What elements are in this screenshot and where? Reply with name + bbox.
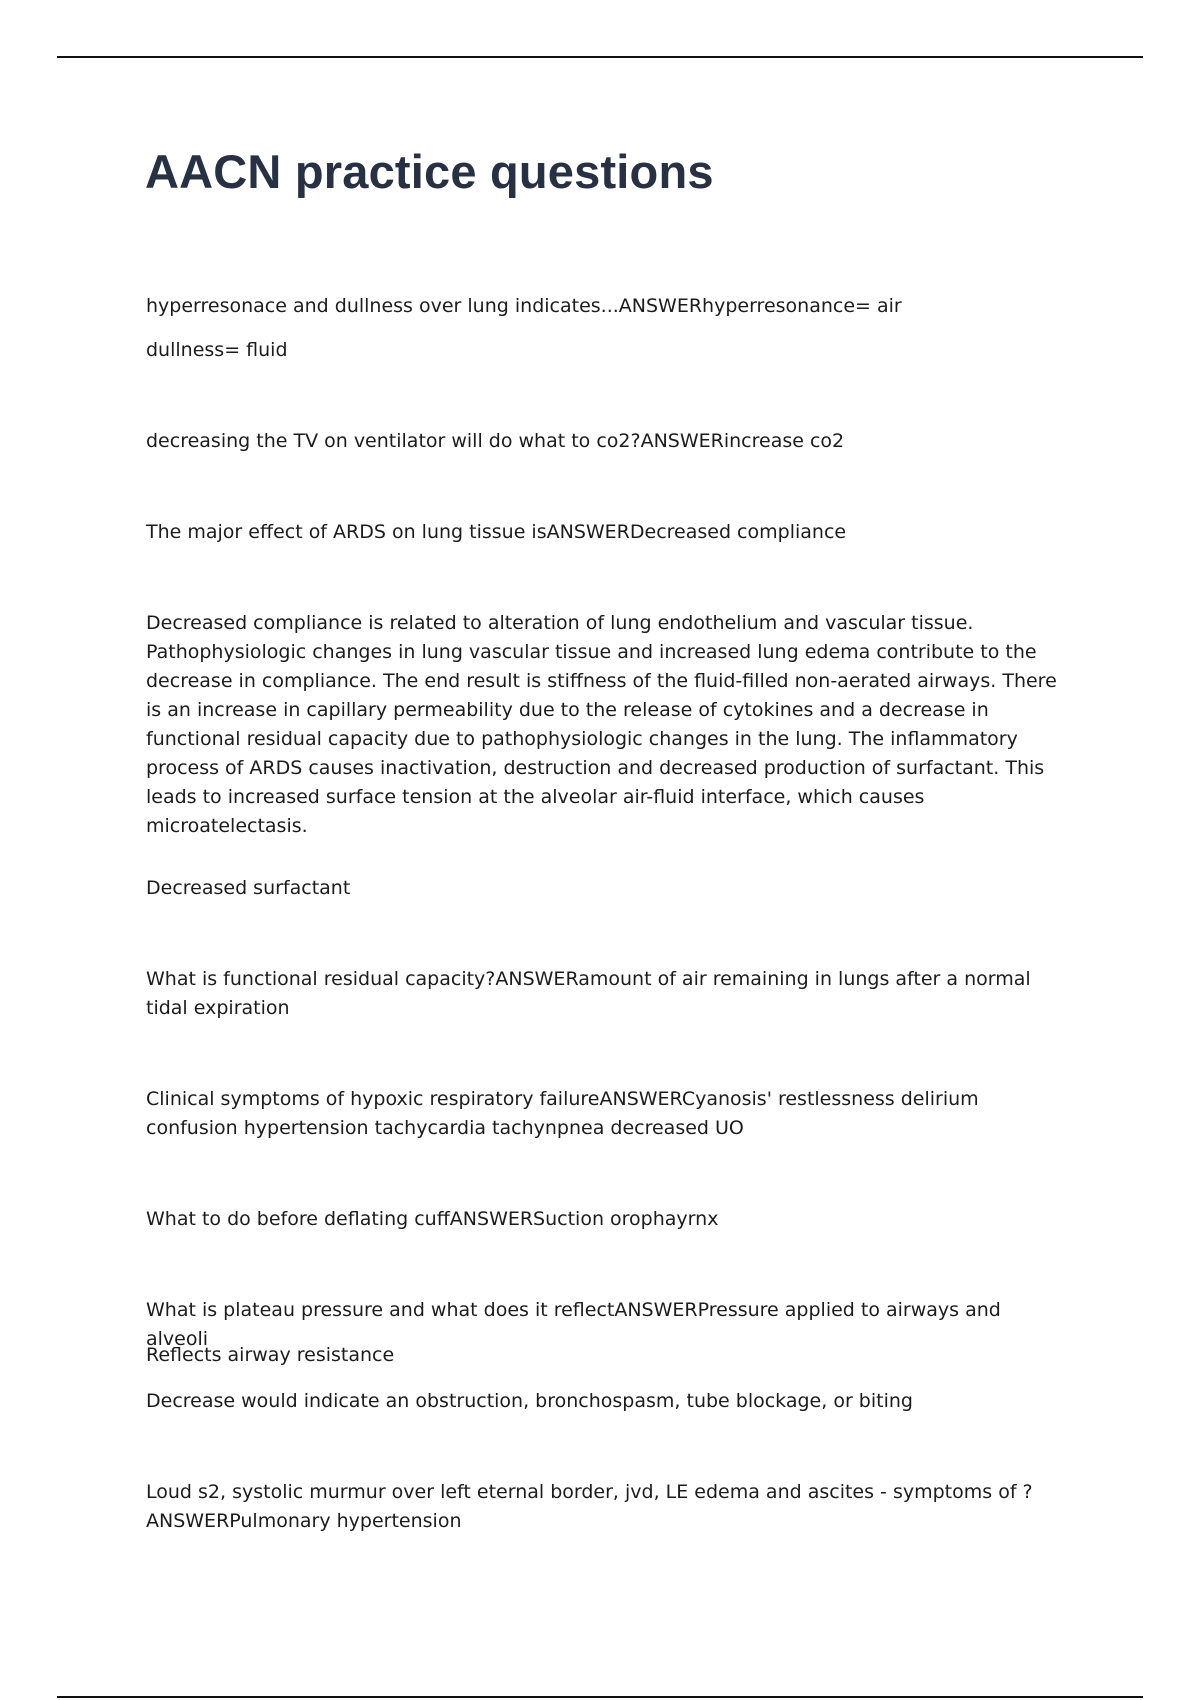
qa-entry: Clinical symptoms of hypoxic respiratory failureANSWERCyanosis' restlessness delirium confusion hypertension tachycardia tachynpnea decreased UO <box>146 1088 979 1139</box>
top-rule <box>57 56 1143 58</box>
bottom-rule <box>57 1696 1143 1698</box>
qa-entry: What is plateau pressure and what does it reflectANSWERPressure applied to airways and alveoli <box>146 1299 1001 1350</box>
qa-entry: decreasing the TV on ventilator will do what to co2?ANSWERincrease co2 <box>146 430 845 452</box>
qa-entry: Decreased surfactant <box>146 877 351 899</box>
qa-entry: dullness= fluid <box>146 339 288 361</box>
qa-entry: Decrease would indicate an obstruction, bronchospasm, tube blockage, or biting <box>146 1390 913 1412</box>
qa-entry: Decreased compliance is related to alteration of lung endothelium and vascular tissue. Pathophysiologic changes in lung vascular tissue and increased lung edema contribute to the decrease in compliance. The end result is stiffness of the fluid-filled non-aerated airways. There is an increase in capillary permeability due to the release of cytokines and a decrease in functional residual capacity due to pathophysiologic changes in the lung. The inflammatory process of ARDS causes inactivation, destruction and decreased production of surfactant. This leads to increased surface tension at the alveolar air-fluid interface, which causes microatelectasis. <box>146 612 1057 837</box>
qa-entry: Loud s2, systolic murmur over left eternal border, jvd, LE edema and ascites - symptoms of ?ANSWERPulmonary hypertension <box>146 1481 1033 1532</box>
qa-entry: hyperresonace and dullness over lung indicates...ANSWERhyperresonance= air <box>146 295 902 317</box>
qa-entry: Reflects airway resistance <box>146 1344 395 1366</box>
qa-entry: The major effect of ARDS on lung tissue isANSWERDecreased compliance <box>146 521 847 543</box>
qa-entry: What to do before deflating cuffANSWERSuction orophayrnx <box>146 1208 719 1230</box>
qa-entry: What is functional residual capacity?ANSWERamount of air remaining in lungs after a normal tidal expiration <box>146 968 1031 1019</box>
document-title: AACN practice questions <box>145 145 714 198</box>
